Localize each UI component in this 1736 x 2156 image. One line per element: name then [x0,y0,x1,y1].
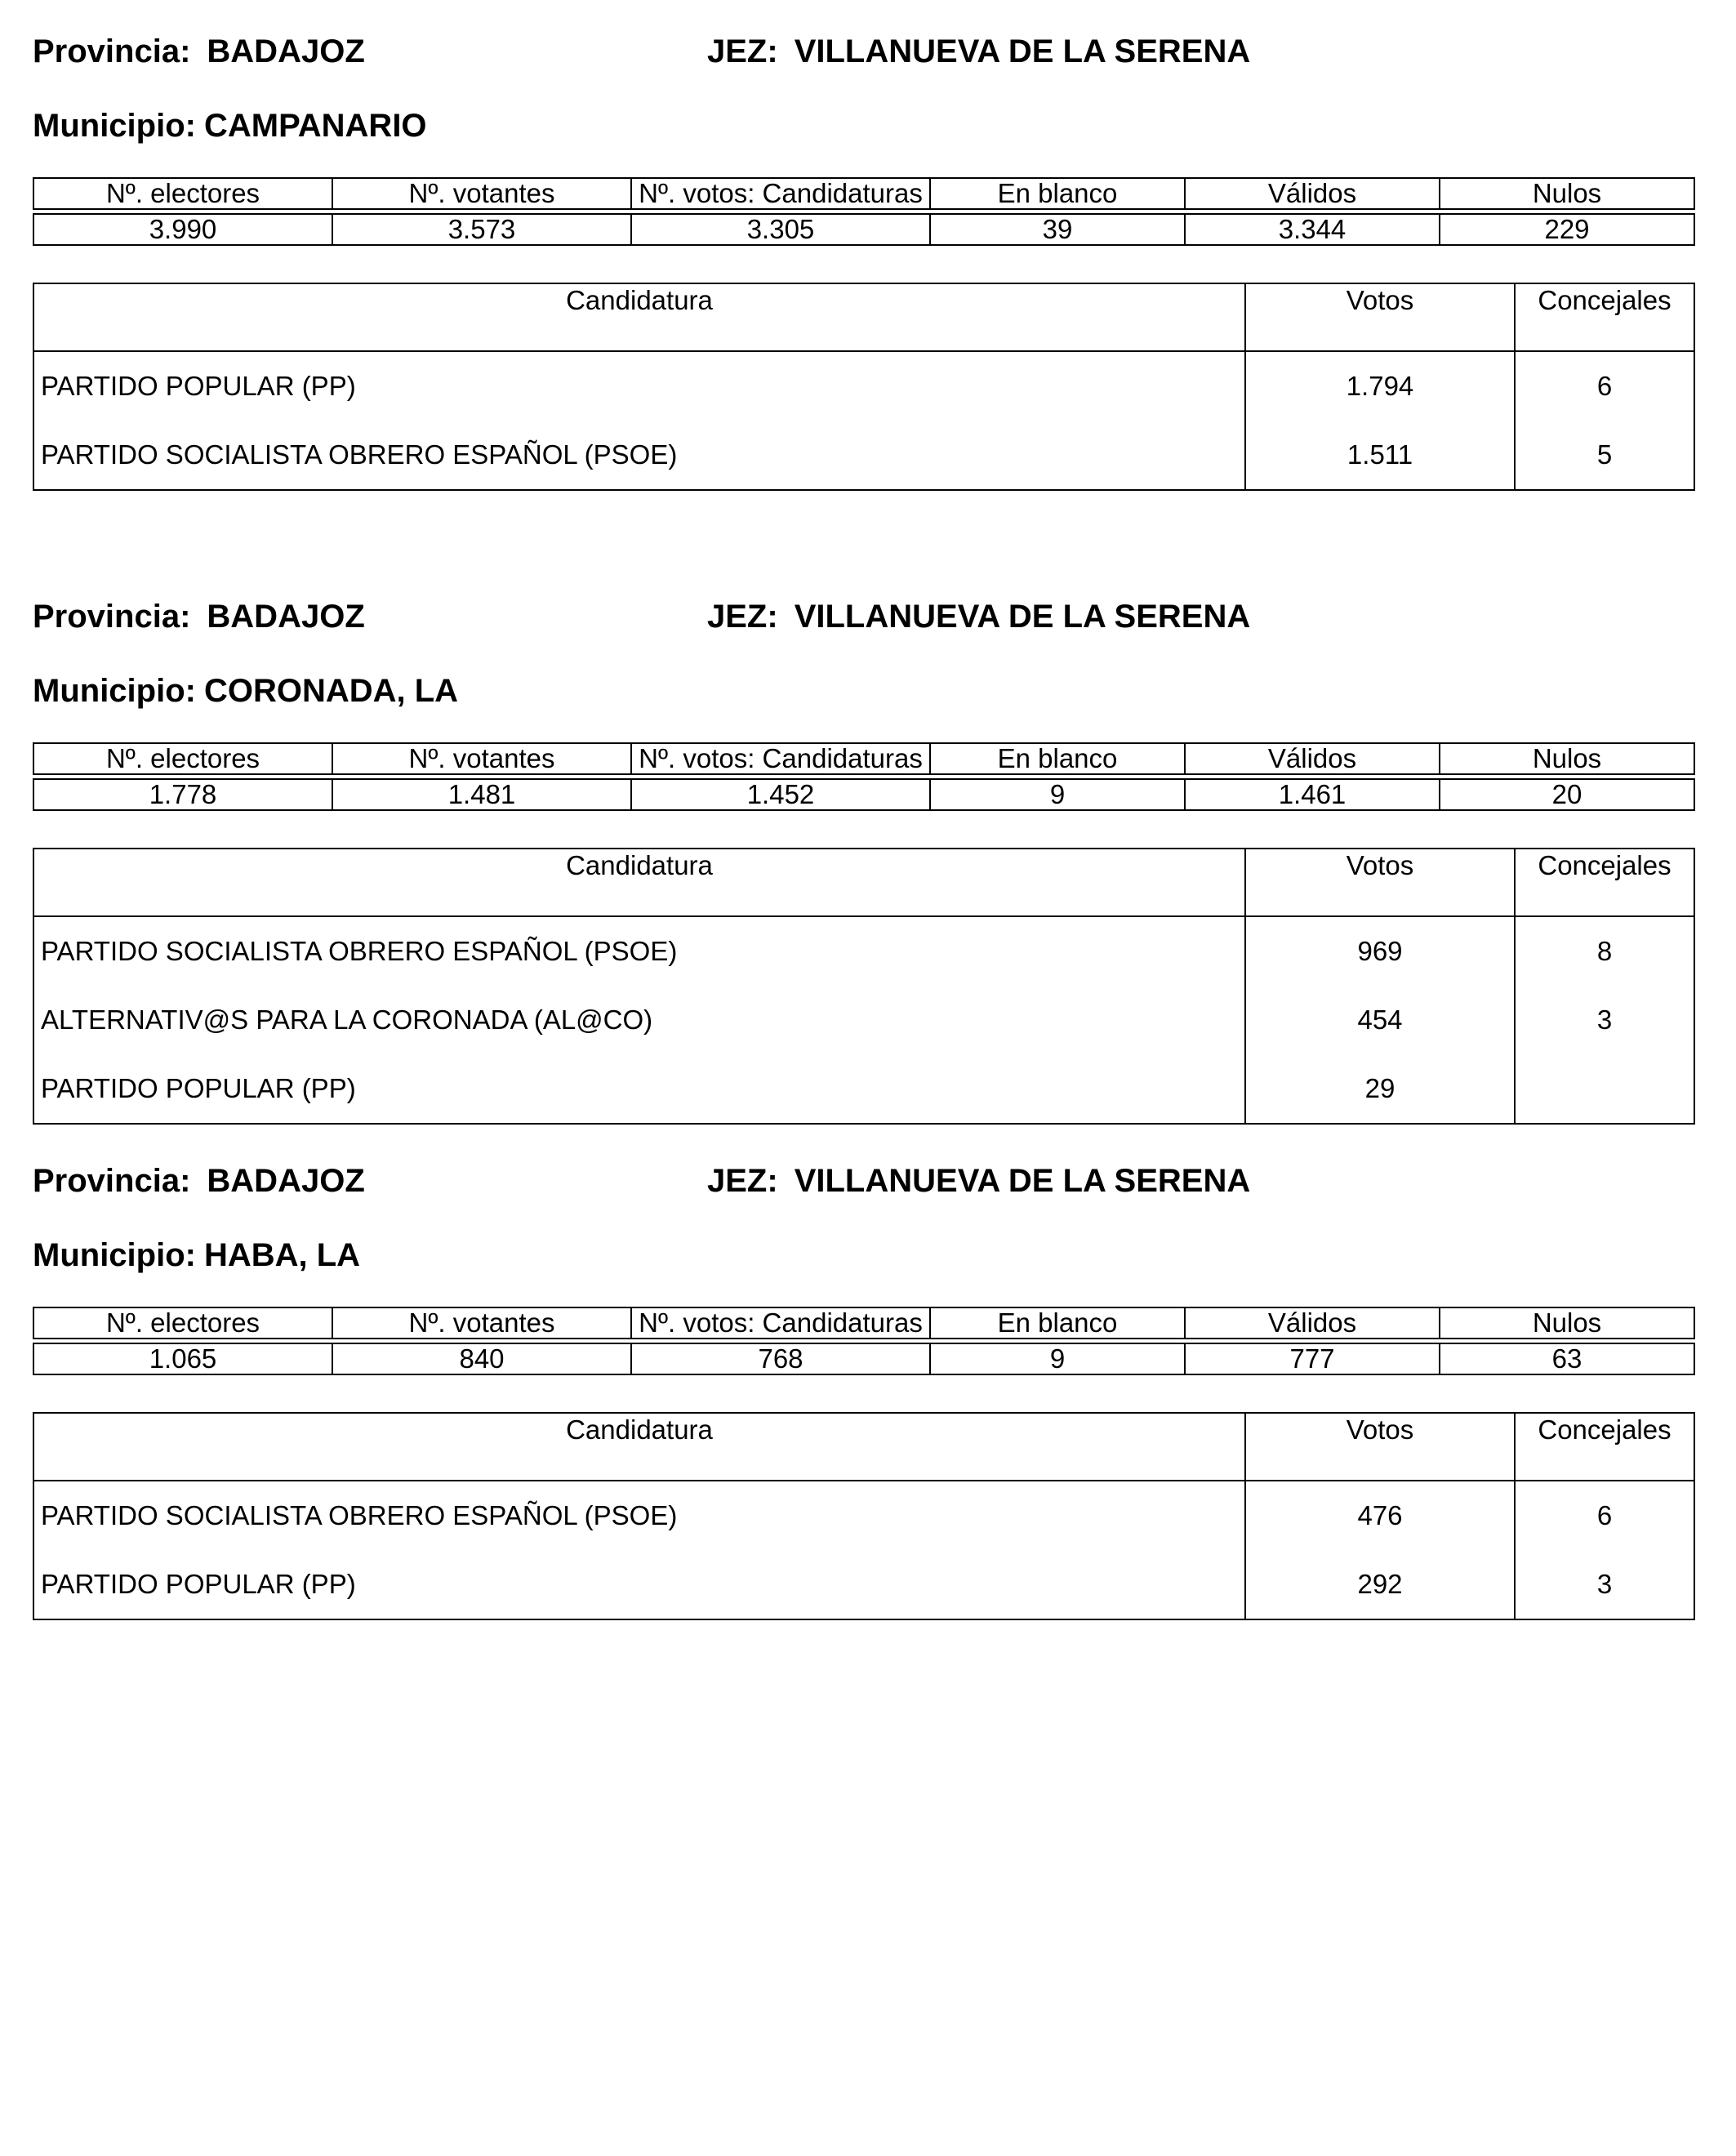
stats-header-cell: Nº. electores [33,1307,332,1339]
candidatura-row [33,1550,1694,1619]
stats-header-cell: Nulos [1440,1307,1694,1339]
jez-value: VILLANUEVA DE LA SERENA [794,1163,1251,1199]
stats-value-cell: 1.065 [33,1343,332,1374]
votos-header: Votos [1245,849,1515,916]
jez-value: VILLANUEVA DE LA SERENA [794,33,1251,69]
candidatura-header: Candidatura [33,849,1245,916]
provincia-value: BADAJOZ [207,33,365,69]
candidatura-row [33,1481,1694,1550]
candidatura-votos: 292 [1245,1550,1515,1619]
candidaturas-header-row [33,283,1694,351]
municipio-label: Municipio: [33,673,196,709]
stats-header-row [33,743,1694,774]
candidaturas-header-row [33,1413,1694,1481]
municipio-value: HABA, LA [203,1237,361,1273]
stats-value-row [33,779,1694,810]
stats-header-cell: Nº. electores [33,743,332,774]
stats-header-cell: Nulos [1440,178,1694,209]
stats-value-cell: 20 [1440,779,1694,810]
candidatura-row [33,986,1694,1054]
candidatura-votos: 1.794 [1245,351,1515,421]
stats-value-cell: 3.573 [332,214,631,245]
stats-table [33,1307,1695,1375]
municipio-line [33,107,427,145]
candidatura-votos: 29 [1245,1054,1515,1124]
stats-value-cell: 3.344 [1185,214,1440,245]
provincia-label: Provincia: [33,599,191,635]
provincia-line [33,1162,365,1200]
provincia-line [33,33,365,70]
concejales-header: Concejales [1515,283,1694,351]
stats-value-cell: 768 [631,1343,930,1374]
concejales-header: Concejales [1515,849,1694,916]
stats-value-cell: 777 [1185,1343,1440,1374]
jez-value: VILLANUEVA DE LA SERENA [794,599,1251,635]
stats-value-cell: 39 [930,214,1185,245]
stats-header-cell: Válidos [1185,743,1440,774]
stats-header-row [33,178,1694,209]
candidatura-concejales: 3 [1515,1550,1694,1619]
stats-value-cell: 229 [1440,214,1694,245]
stats-value-cell: 3.990 [33,214,332,245]
candidatura-concejales: 3 [1515,986,1694,1054]
stats-value-cell: 9 [930,779,1185,810]
stats-header-row [33,1307,1694,1339]
candidatura-row [33,1054,1694,1124]
jez-line [707,1162,1250,1200]
candidatura-header: Candidatura [33,1413,1245,1481]
candidatura-concejales: 6 [1515,351,1694,421]
candidatura-name: PARTIDO SOCIALISTA OBRERO ESPAÑOL (PSOE) [41,439,678,470]
stats-header-cell: En blanco [930,743,1185,774]
candidatura-name: PARTIDO SOCIALISTA OBRERO ESPAÑOL (PSOE) [41,936,678,966]
candidatura-name: PARTIDO POPULAR (PP) [41,371,356,401]
jez-label: JEZ: [707,599,778,635]
candidaturas-header-row [33,849,1694,916]
candidatura-concejales: 5 [1515,421,1694,490]
stats-value-cell: 1.481 [332,779,631,810]
candidatura-row [33,916,1694,986]
stats-header-cell: Válidos [1185,1307,1440,1339]
provincia-line [33,598,365,635]
municipio-label: Municipio: [33,108,196,144]
stats-value-row [33,214,1694,245]
provincia-value: BADAJOZ [207,1163,365,1199]
jez-label: JEZ: [707,33,778,69]
stats-header-cell: Nº. votos: Candidaturas [631,1307,930,1339]
stats-value-row [33,1343,1694,1374]
municipio-section [33,565,1694,1137]
stats-value-cell: 1.778 [33,779,332,810]
jez-line [707,33,1250,70]
stats-table [33,177,1695,246]
candidatura-name: PARTIDO SOCIALISTA OBRERO ESPAÑOL (PSOE) [41,1500,678,1530]
candidatura-concejales [1515,1054,1694,1124]
stats-value-cell: 9 [930,1343,1185,1374]
stats-header-cell: Nº. votos: Candidaturas [631,743,930,774]
candidaturas-table [33,848,1695,1125]
candidatura-votos: 476 [1245,1481,1515,1550]
provincia-label: Provincia: [33,33,191,69]
jez-label: JEZ: [707,1163,778,1199]
candidatura-concejales: 8 [1515,916,1694,986]
candidatura-votos: 1.511 [1245,421,1515,490]
candidatura-name: PARTIDO POPULAR (PP) [41,1569,356,1599]
stats-header-cell: Nº. votantes [332,1307,631,1339]
municipio-section [33,0,1694,572]
stats-header-cell: Nº. votantes [332,178,631,209]
candidatura-name: PARTIDO POPULAR (PP) [41,1073,356,1103]
candidaturas-table [33,283,1695,491]
candidatura-header: Candidatura [33,283,1245,351]
municipio-line [33,672,458,710]
municipio-value: CAMPANARIO [203,108,427,144]
municipio-section [33,1129,1694,1701]
stats-header-cell: En blanco [930,1307,1185,1339]
candidatura-votos: 454 [1245,986,1515,1054]
stats-value-cell: 63 [1440,1343,1694,1374]
municipio-label: Municipio: [33,1237,196,1273]
concejales-header: Concejales [1515,1413,1694,1481]
candidatura-votos: 969 [1245,916,1515,986]
stats-header-cell: Nº. votos: Candidaturas [631,178,930,209]
stats-value-cell: 1.452 [631,779,930,810]
provincia-label: Provincia: [33,1163,191,1199]
municipio-value: CORONADA, LA [203,673,459,709]
jez-line [707,598,1250,635]
stats-value-cell: 3.305 [631,214,930,245]
stats-table [33,742,1695,811]
stats-header-cell: Nº. electores [33,178,332,209]
votos-header: Votos [1245,1413,1515,1481]
stats-header-cell: Válidos [1185,178,1440,209]
candidatura-name: ALTERNATIV@S PARA LA CORONADA (AL@CO) [41,1004,653,1035]
candidatura-concejales: 6 [1515,1481,1694,1550]
provincia-value: BADAJOZ [207,599,365,635]
candidatura-row [33,351,1694,421]
stats-header-cell: En blanco [930,178,1185,209]
municipio-line [33,1236,360,1274]
stats-value-cell: 1.461 [1185,779,1440,810]
stats-header-cell: Nº. votantes [332,743,631,774]
candidatura-row [33,421,1694,490]
stats-value-cell: 840 [332,1343,631,1374]
votos-header: Votos [1245,283,1515,351]
candidaturas-table [33,1412,1695,1620]
stats-header-cell: Nulos [1440,743,1694,774]
